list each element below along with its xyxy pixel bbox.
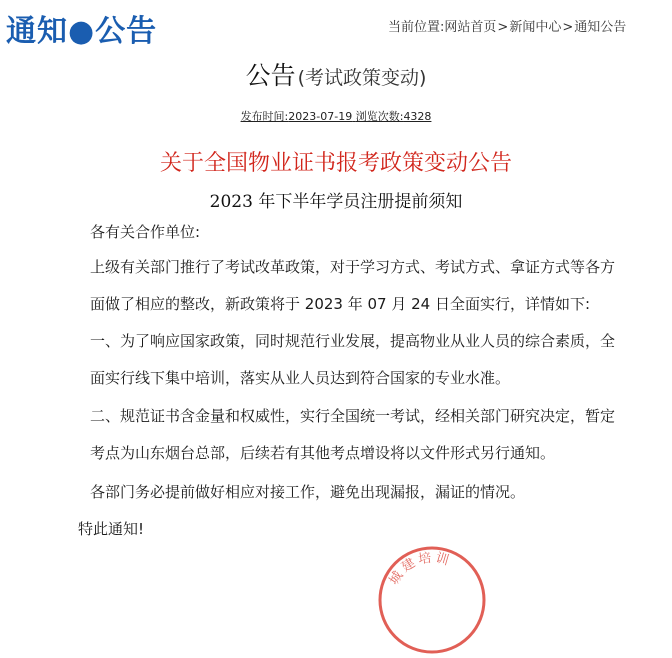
breadcrumb-link-home[interactable]: 网站首页 xyxy=(444,20,497,35)
page-title xyxy=(0,56,672,92)
paragraph-line: 各部门务必提前做好相应对接工作，避免出现漏报，漏证的情况。 xyxy=(90,483,526,501)
paragraph-line: 二、规范证书含金量和权威性，实行全国统一考试，经相关部门研究决定，暂定 xyxy=(90,407,616,425)
breadcrumb-separator: > xyxy=(562,20,574,35)
paragraph-line: 面实行线下集中培训，落实从业人员达到符合国家的专业水准。 xyxy=(90,369,511,387)
notice-headline: 关于全国物业证书报考政策变动公告 xyxy=(159,151,512,176)
views-count: 4328 xyxy=(403,110,432,123)
paragraph-line: 考点为山东烟台总部，后续若有其他考点增设将以文件形式另行通知。 xyxy=(90,444,556,462)
svg-text:城建培训: 城建培训 xyxy=(386,550,454,588)
page-title-sub: (考试政策变动) xyxy=(297,67,427,89)
page-title-main: 公告 xyxy=(245,61,296,90)
paragraph-closing: 特此通知! xyxy=(78,520,145,538)
notice-subheadline: 2023 年下半年学员注册提前须知 xyxy=(209,192,463,212)
section-logo: 通知●公告 xyxy=(6,14,158,49)
paragraph-line: 面做了相应的整改，新政策将于 2023 年 07 月 24 日全面实行，详情如下: xyxy=(90,295,591,313)
breadcrumb-link-notices[interactable]: 通知公告 xyxy=(574,20,627,35)
paragraph-line: 上级有关部门推行了考试改革政策，对于学习方式、考试方式、拿证方式等各方 xyxy=(90,258,616,276)
official-seal-stamp xyxy=(372,538,492,658)
views-label: 浏览次数: xyxy=(355,110,404,123)
published-label: 发布时间: xyxy=(240,110,289,123)
paragraph-line: 一、为了响应国家政策，同时规范行业发展，提高物业从业人员的综合素质，全 xyxy=(90,332,616,350)
article-meta xyxy=(0,108,672,124)
paragraph-salutation: 各有关合作单位: xyxy=(90,223,201,241)
breadcrumb xyxy=(388,16,626,35)
breadcrumb-link-news[interactable]: 新闻中心 xyxy=(509,20,562,35)
published-date: 2023-07-19 xyxy=(288,110,353,123)
breadcrumb-separator: > xyxy=(497,20,509,35)
breadcrumb-prefix: 当前位置: xyxy=(388,20,445,35)
